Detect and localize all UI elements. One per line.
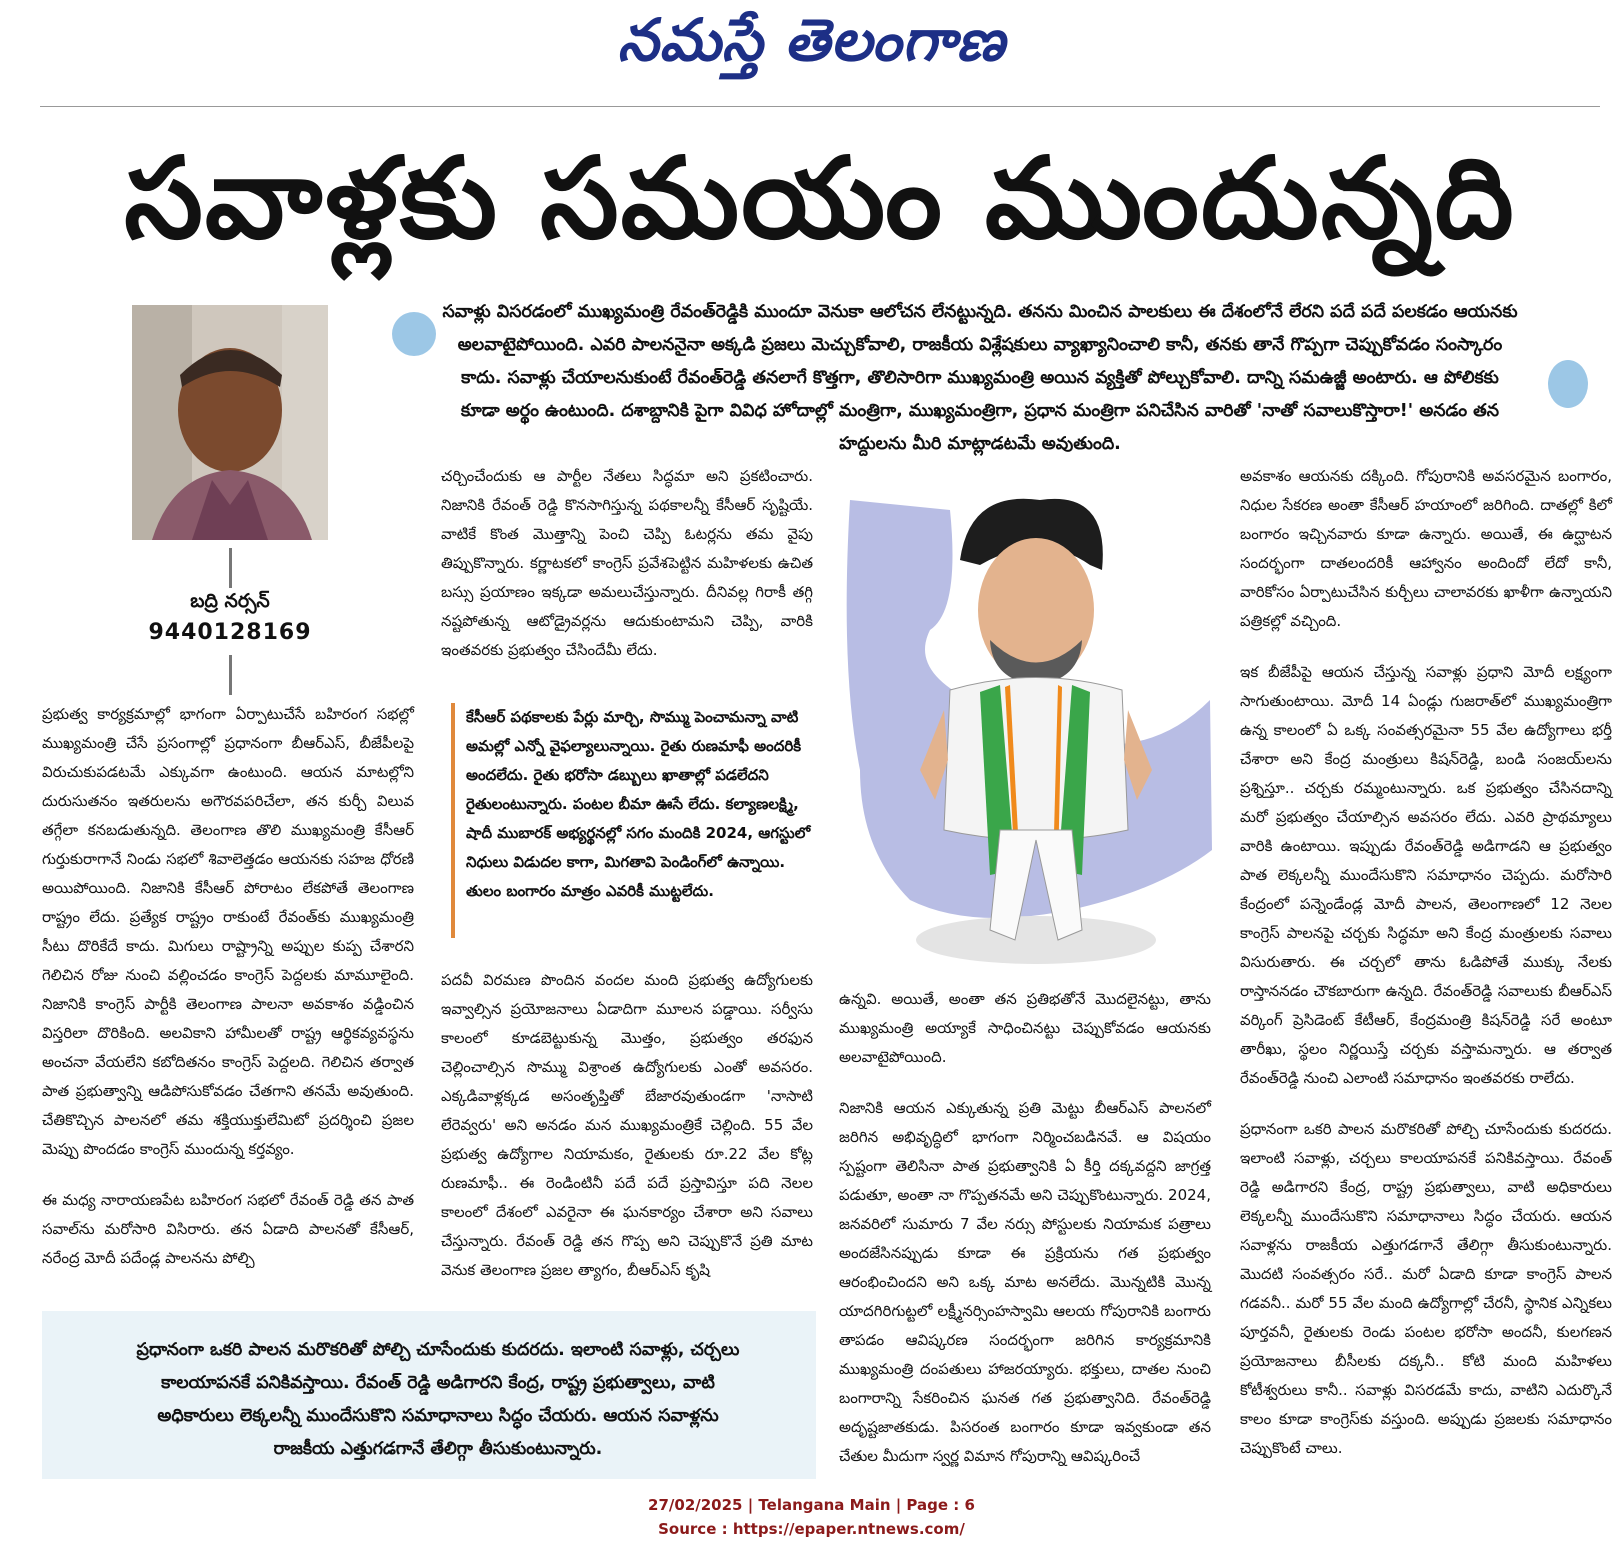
paragraph: ప్రధానంగా ఒకరి పాలన మరొకరితో పోల్చి చూసేందుకు కుదరదు. ఇలాంటి సవాళ్లు, చర్చలు కాలయాపనకే పనికివస్తాయి. రేవంత్ రెడ్డి అడిగారని కేంద్ర, రాష్ట్ర ప్రభుత్వాలు, వాటి అధికారులు లెక్కలన్నీ ముందేసుకొని సమాధానాలు సిద్ధం చేయరు. ఆయన సవాళ్లను రాజకీయ ఎత్తుగడగానే తేలిగ్గా తీసుకుంటున్నారు. మొదటి సంవత్సరం సరే.. మరో ఏడాది కూడా కాంగ్రెస్ పాలన గడవనీ.. మరో 55 వేల మంది ఉద్యోగాల్లో చేరనీ, స్థానిక ఎన్నికలు పూర్తవనీ, రైతులకు రెండు పంటల భరోసా అందనీ, కులగణన ప్రయోజనాలు బీసీలకు దక్కనీ.. కోటి మంది మహిళలు కోటీశ్వరులు కానీ.. సవాళ్లు విసరడమే కాదు, వాటిని ఎదుర్కొనే కాలం కూడా కాంగ్రెస్‌కు వస్తుంది. అప్పుడు ప్రజలకు సమాధానం చెప్పుకొంటే చాలు. — [1240, 1120, 1612, 1457]
paragraph: ప్రభుత్వ కార్యక్రమాల్లో భాగంగా ఏర్పాటుచేసే బహిరంగ సభల్లో ముఖ్యమంత్రి చేసే ప్రసంగాల్లో ప్రధానంగా బీఆర్‌ఎస్, బీజేపీలపై విరుచుకుపడటమే ఎక్కువగా ఉంటుంది. ఆయన మాటల్లోని దురుసుతనం ఇతరులను అగౌరవపరిచేలా, తన కుర్చీ విలువ తగ్గేలా కనబడుతున్నది. తెలంగాణ తొలి ముఖ్యమంత్రి కేసీఆర్ గుర్తుకురాగానే నిండు సభలో శివాలెత్తడం ఆయనకు సహజ ధోరణి అయిపోయింది. నిజానికి కేసీఆర్ పోరాటం లేకపోతే తెలంగాణ రాష్ట్రం లేదు. ప్రత్యేక రాష్ట్రం రాకుంటే రేవంత్‌కు ముఖ్యమంత్రి సీటు దొరికేదే కాదు. మిగులు రాష్ట్రాన్ని అప్పుల కుప్ప చేశారని గెలిచిన రోజు నుంచి వల్లించడం కాంగ్రెస్ పెద్దలకు మామూలైంది. నిజానికి కాంగ్రెస్ పార్టీకి తెలంగాణ పాలనా అవకాశం వడ్డించిన విస్తరిలా దొరికింది. అలవికాని హామీలతో రాష్ట్ర ఆర్థికవ్యవస్థను అంచనా వేయలేని కబోదితనం కాంగ్రెస్ పెద్దలది. గెలిచిన తర్వాత పాత ప్రభుత్వాన్ని ఆడిపోసుకోవడం చేతగాని తనమే అవుతుంది. చేతికొచ్చిన పాలనలో తమ శక్తియుక్తులేమిటో ప్రదర్శించి ప్రజల మెప్పు పొందడం కాంగ్రెస్ ముందున్న కర్తవ్యం. — [42, 705, 414, 1158]
pullquote-bar — [451, 703, 455, 938]
column-3 — [839, 985, 1211, 1493]
intro-standfirst: సవాళ్లు విసరడంలో ముఖ్యమంత్రి రేవంత్‌రెడ్డికి ముందూ వెనుకా ఆలోచన లేనట్టున్నది. తనను మించిన పాలకులు ఈ దేశంలోనే లేరని పదే పదే పలకడం ఆయనకు అలవాటైపోయింది. ఎవరి పాలననైనా అక్కడి ప్రజలు మెచ్చుకోవాలి, రాజకీయ విశ్లేషకులు వ్యాఖ్యానించాలి కానీ, తనకు తానే గొప్పగా చెప్పుకోవడం సంస్కారం కాదు. సవాళ్లు చేయాలనుకుంటే రేవంత్‌రెడ్డి తనలాగే కొత్తగా, తొలిసారిగా ముఖ్యమంత్రి అయిన వ్యక్తితో పోల్చుకోవాలి. దాన్ని సమఉజ్జీ అంటారు. ఆ పోలికకు కూడా అర్థం ఉంటుంది. దశాబ్దానికి పైగా వివిధ హోదాల్లో మంత్రిగా, ముఖ్యమంత్రిగా, ప్రధాన మంత్రిగా పనిచేసిన వారితో 'నాతో సవాలుకొస్తారా!' అనడం తన హద్దులను మీరి మాట్లాడటమే అవుతుంది. — [442, 302, 1518, 454]
paragraph: నిజానికి ఆయన ఎక్కుతున్న ప్రతి మెట్టు బీఆర్‌ఎస్ పాలనలో జరిగిన అభివృద్ధిలో భాగంగా నిర్మించబడినవే. ఆ విషయం స్పష్టంగా తెలిసినా పాత ప్రభుత్వానికి ఏ కీర్తి దక్కవద్దని జాగ్రత్త పడుతూ, అంతా నా గొప్పతనమే అని చెప్పుకొంటున్నారు. 2024, జనవరిలో సుమారు 7 వేల నర్సు పోస్టులకు నియామక పత్రాలు అందజేసినప్పుడు కూడా ఈ ప్రక్రియను గత ప్రభుత్వం ఆరంభించిందని అని ఒక్క మాట అనలేదు. మొన్నటికి మొన్న యాదగిరిగుట్టలో లక్ష్మీనర్సింహస్వామి ఆలయ గోపురానికి బంగారు తాపడం ఆవిష్కరణ సందర్భంగా జరిగిన కార్యక్రమానికి ముఖ్యమంత్రి దంపతులు హాజరయ్యారు. భక్తులు, దాతల నుంచి బంగారాన్ని సేకరించిన ఘనత గత ప్రభుత్వానిది. రేవంత్‌రెడ్డి అదృష్టజాతకుడు. పిసరంత బంగారం కూడా ఇవ్వకుండా తన చేతుల మీదుగా స్వర్ణ విమాన గోపురాన్ని ఆవిష్కరించే — [839, 1099, 1211, 1465]
paragraph: ఈ మధ్య నారాయణపేట బహిరంగ సభలో రేవంత్ రెడ్డి తన పాత సవాల్‌ను మరోసారి విసిరారు. తన ఏడాది పాలనతో కేసీఆర్, నరేంద్ర మోదీ పదేండ్ల పాలనను పోల్చి — [42, 1191, 414, 1267]
column-2-top — [441, 462, 813, 687]
column-2-bottom — [441, 966, 813, 1307]
author-name: బద్రి నర్సన్ — [190, 590, 270, 612]
author-phone: 9440128169 — [148, 620, 312, 645]
quote-box-text: ప్రధానంగా ఒకరి పాలన మరొకరితో పోల్చి చూసేందుకు కుదరదు. ఇలాంటి సవాళ్లు, చర్చలు కాలయాపనకే పనికివస్తాయి. రేవంత్ రెడ్డి అడిగారని కేంద్ర, రాష్ట్ర ప్రభుత్వాలు, వాటి అధికారులు లెక్కలన్నీ ముందేసుకొని సమాధానాలు సిద్ధం చేయరు. ఆయన సవాళ్లను రాజకీయ ఎత్తుగడగానే తేలిగ్గా తీసుకుంటున్నారు. — [136, 1340, 740, 1459]
author-divider-top — [229, 548, 232, 588]
masthead-divider — [40, 106, 1600, 107]
paragraph: ఇక బీజేపీపై ఆయన చేస్తున్న సవాళ్లు ప్రధాని మోదీ లక్ష్యంగా సాగుతుంటాయి. మోదీ 14 ఏండ్లు గుజరాత్‌లో ముఖ్యమంత్రిగా ఉన్న కాలంలో ఏ ఒక్క సంవత్సరమైనా 55 వేల ఉద్యోగాలు భర్తీ చేశారా అని కేంద్ర మంత్రులు కిషన్‌రెడ్డి, బండి సంజయ్‌లను ప్రశ్నిస్తూ.. చర్చకు రమ్మంటున్నారు. ఒక ప్రభుత్వం చేసినదాన్ని మరో ప్రభుత్వం చేయాల్సిన అవసరం లేదు. ఎవరి ప్రాథమ్యాలు వారికి ఉంటాయి. ఇప్పుడు రేవంత్‌రెడ్డి అడిగాడని ఆ ప్రభుత్వం పాత లెక్కలన్నీ ముందేసుకొని సమాధానం చెప్పదు. మరోసారి కేంద్రంలో పన్నెండేండ్ల మోదీ పాలన, తెలంగాణలో 12 నెలల కాంగ్రెస్ పాలనపై చర్చకు సిద్ధమా అని కేంద్ర మంత్రులకు సవాలు విసురుతారు. ఈ చర్చలో తాను ఓడిపోతే ముక్కు నేలకు రాస్తాననడం చౌకబారుగా ఉన్నది. రేవంత్‌రెడ్డి సవాలుకు బీఆర్‌ఎస్ వర్కింగ్ ప్రెసిడెంట్ కేటీఆర్, కేంద్రమంత్రి కిషన్‌రెడ్డి సరే అంటూ తారీఖు, స్థలం నిర్ణయిస్తే చర్చకు వస్తామన్నారు. ఆ తర్వాత రేవంత్‌రెడ్డి నుంచి ఎలాంటి సమాధానం ఇంతవరకు రాలేదు. — [1240, 663, 1612, 1087]
quote-mark-icon — [392, 312, 436, 356]
paragraph: ఉన్నవి. అయితే, అంతా తన ప్రతిభతోనే మొదలైనట్టు, తాను ముఖ్యమంత్రి అయ్యాకే సాధించినట్టు చెప్పుకోవడం ఆయనకు అలవాటైపోయింది. — [839, 990, 1211, 1066]
caricature-illustration — [840, 470, 1212, 970]
author-divider-bottom — [229, 655, 232, 695]
paragraph: పదవీ విరమణ పొందిన వందల మంది ప్రభుత్వ ఉద్యోగులకు ఇవ్వాల్సిన ప్రయోజనాలు ఏడాదిగా మూలన పడ్డాయి. సర్వీసు కాలంలో కూడబెట్టుకున్న మొత్తం, ప్రభుత్వం తరఫున చెల్లించాల్సిన సొమ్ము విశ్రాంత ఉద్యోగులకు ఎంతో అవసరం. ఎక్కడివాళ్లక్కడ అసంతృప్తితో బేజారవుతుండగా 'నాసాటి లేరెవ్వరు' అని అనడం మన ముఖ్యమంత్రికే చెల్లింది. 55 వేల ప్రభుత్వ ఉద్యోగాల నియామకం, రైతులకు రూ.22 వేల కోట్ల రుణమాఫీ.. ఈ రెండింటినీ పదే పదే ప్రస్తావిస్తూ పది నెలల కాలంలో దేశంలో ఎవరైనా ఈ ఘనకార్యం చేశారా అని సవాలు చేస్తున్నారు. రేవంత్ రెడ్డి తన గొప్ప అని చెప్పుకొనే ప్రతి మాట వెనుక తెలంగాణ ప్రజల త్యాగం, బీఆర్‌ఎస్ కృషి — [441, 971, 813, 1279]
footer-source-line: Source : https://epaper.ntnews.com/ — [658, 1520, 965, 1538]
headline: సవాళ్లకు సమయం ముందున్నది — [124, 134, 1516, 264]
column-4 — [1240, 462, 1612, 1485]
masthead-logo: నమస్తే తెలంగాణ — [617, 6, 1006, 74]
column-1 — [42, 700, 414, 1295]
footer-date-line: 27/02/2025 | Telangana Main | Page : 6 — [648, 1496, 975, 1514]
author-photo — [132, 305, 328, 540]
paragraph: చర్చించేందుకు ఆ పార్టీల నేతలు సిద్ధమా అని ప్రకటించారు. నిజానికి రేవంత్ రెడ్డి కొనసాగిస్తున్న పథకాలన్నీ కేసీఆర్ సృష్టియే. వాటికే కొంత మొత్తాన్ని పెంచి చెప్పి ఓటర్లను తమ వైపు తిప్పుకొన్నారు. కర్ణాటకలో కాంగ్రెస్ ప్రవేశపెట్టిన మహిళలకు ఉచిత బస్సు ప్రయాణం ఇక్కడా అమలుచేస్తున్నారు. దీనివల్ల గిరాకీ తగ్గి నష్టపోతున్న ఆటోడ్రైవర్లను ఆదుకుంటామని చెప్పి, వారికి ఇంతవరకు ప్రభుత్వం చేసిందేమీ లేదు. — [441, 467, 813, 659]
pullquote: కేసీఆర్ పథకాలకు పేర్లు మార్చి, సొమ్ము పెంచామన్నా వాటి అమల్లో ఎన్నో వైఫల్యాలున్నాయి. రైతు రుణమాఫీ అందరికీ అందలేదు. రైతు భరోసా డబ్బులు ఖాతాల్లో పడలేదని రైతులంటున్నారు. పంటల బీమా ఊసే లేదు. కల్యాణలక్ష్మి, షాదీ ముబారక్ అభ్యర్థనల్లో సగం మందికి 2024, ఆగస్టులో నిధులు విడుదల కాగా, మిగతావి పెండింగ్‌లో ఉన్నాయి. తులం బంగారం మాత్రం ఎవరికీ ముట్టలేదు. — [466, 708, 811, 900]
quote-mark-icon — [1548, 360, 1588, 408]
paragraph: అవకాశం ఆయనకు దక్కింది. గోపురానికి అవసరమైన బంగారం, నిధుల సేకరణ అంతా కేసీఆర్ హయాంలో జరిగింది. దాతల్లో కిలో బంగారం ఇచ్చినవారు కూడా ఉన్నారు. అయితే, ఈ ఉద్ఘాటన సందర్భంగా దాతలందరికీ ఆహ్వానం అందిందో లేదో కానీ, వారికోసం ఏర్పాటుచేసిన కుర్చీలు చాలావరకు ఖాళీగా ఉన్నాయని పత్రికల్లో వచ్చింది. — [1240, 467, 1612, 630]
